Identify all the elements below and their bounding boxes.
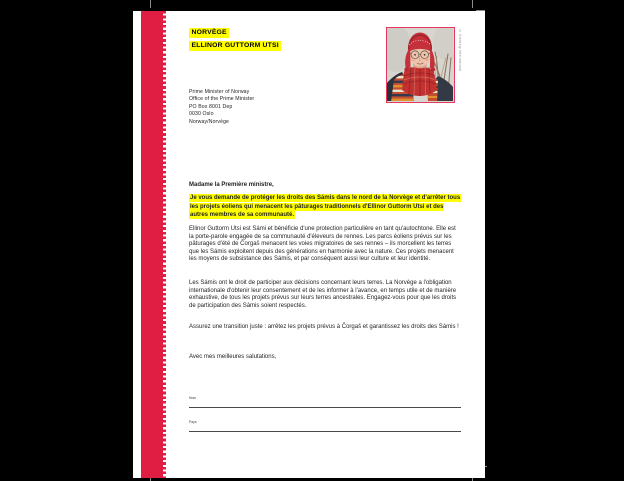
salutation: Madame la Première ministre, xyxy=(189,182,274,188)
person-name-tag: ELLINOR GUTTORM UTSI xyxy=(189,41,281,51)
country-signature-line xyxy=(189,431,461,432)
highlighted-demand-text: Je vous demande de protéger les droits des Sámis dans le nord de la Norvège et d'arrêter tous les projets éoliens qui menacent les pâturages traditionnels d'Ellinor Guttorm Utsi et des autres membres de sa communauté. xyxy=(190,195,461,219)
address-line: Norway/Norvège xyxy=(189,118,230,125)
body-paragraph: Les Sámis ont le droit de participer aux décisions concernant leurs terres. La Norvège a l'obligation internationale d'obtenir leur consentement et de les informer à l'avance, en temps utile et de manière exhaustive, de tous les projets prévus sur leurs terres ancestrales. Engagez-vous pour que les droits de participation des Sámis soient respectés. xyxy=(189,280,457,309)
amnesty-red-band xyxy=(141,11,163,478)
name-field-label: Nom xyxy=(189,396,197,400)
country-field-label: Pays xyxy=(189,420,197,424)
country-tag: NORVÈGE xyxy=(189,28,229,38)
recipient-address xyxy=(189,89,254,126)
highlighted-demand xyxy=(189,194,461,220)
crop-mark xyxy=(472,0,473,8)
letter-page xyxy=(133,11,485,478)
portrait-photo xyxy=(386,27,455,103)
body-paragraph: Ellinor Guttorm Utsi est Sámi et bénéficie d'une protection particulière en tant qu'autochtone. Elle est la porte-parole engagée de sa communauté d'éleveurs de rennes. Les parcs éoliens prévus sur les pâturages d'été de Čorgaš menacent les voies migratoires de ses rennes – ils morcellent les terres que les Sámis exploitent depuis des générations en harmonie avec la nature. Ces projets menacent les moyens de subsistance des Sámis, et par conséquent aussi leur culture et leur identité. xyxy=(189,226,456,262)
body-paragraph: Assurez une transition juste : arrêtez les projets prévus à Čorgaš et garantissez les droits des Sámis ! xyxy=(189,324,459,330)
address-line: PO Box 8001 Dep xyxy=(189,103,233,110)
portrait-illustration xyxy=(387,28,453,101)
address-line: Prime Minister of Norway xyxy=(189,89,250,95)
crop-mark xyxy=(150,0,151,8)
photo-credit: © Amnesty International xyxy=(458,29,462,72)
closing: Avec mes meilleures salutations, xyxy=(189,354,277,360)
address-line: 0030 Oslo xyxy=(189,111,214,118)
header-tags xyxy=(189,28,281,54)
name-signature-line xyxy=(189,407,461,408)
address-line: Office of the Prime Minister xyxy=(189,96,255,103)
